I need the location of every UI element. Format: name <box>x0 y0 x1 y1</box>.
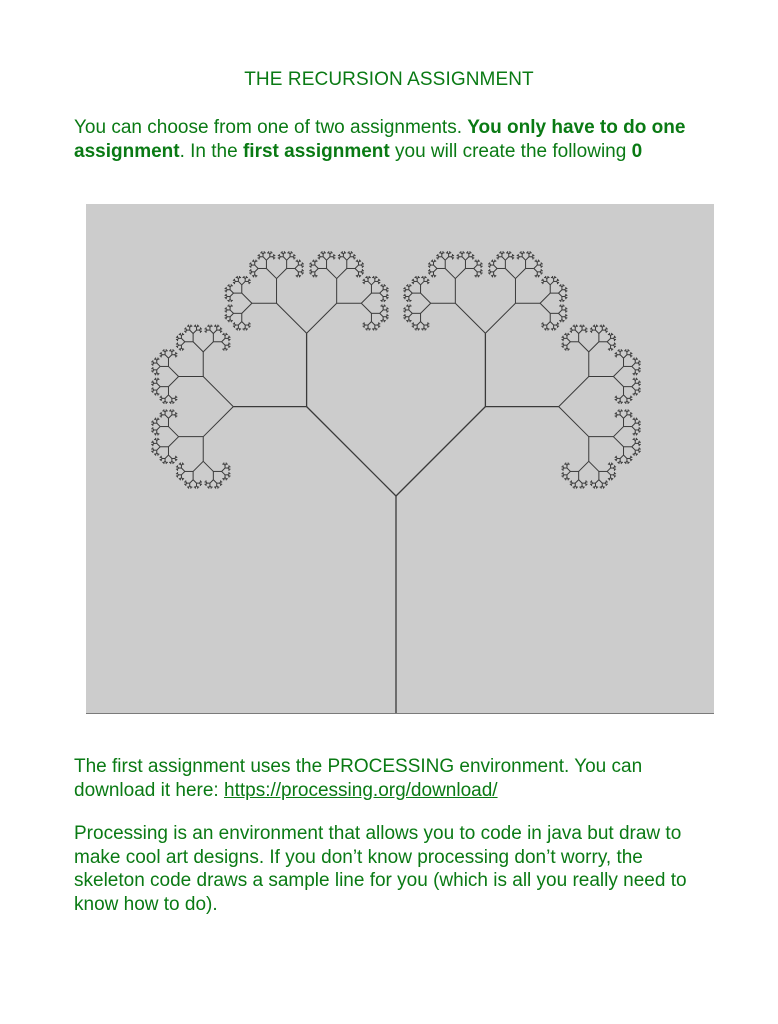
intro-bold-2: first assignment <box>242 140 390 162</box>
intro-text-2: . In the <box>179 140 243 162</box>
processing-download-link[interactable]: https://processing.org/download/ <box>224 779 498 801</box>
intro-bold-1: You only have to do one assignment <box>74 117 686 162</box>
intro-paragraph <box>74 116 714 163</box>
intro-bold-3: 0 <box>631 140 643 162</box>
intro-text-1: You can choose from one of two assignments. <box>74 117 468 138</box>
intro-text-3: you will create the following <box>389 140 632 162</box>
description-paragraph: Processing is an environment that allows you to code in java but draw to make cool art designs. If you don’t know processing don’t worry, the skeleton code draws a sample line for you (which is all you really need to know how to do). <box>74 823 687 915</box>
processing-paragraph <box>74 755 714 802</box>
page-title: THE RECURSION ASSIGNMENT <box>244 69 534 90</box>
fractal-tree-figure <box>86 204 714 714</box>
processing-text: The first assignment uses the PROCESSING environment. You can download it here: <box>74 756 643 801</box>
